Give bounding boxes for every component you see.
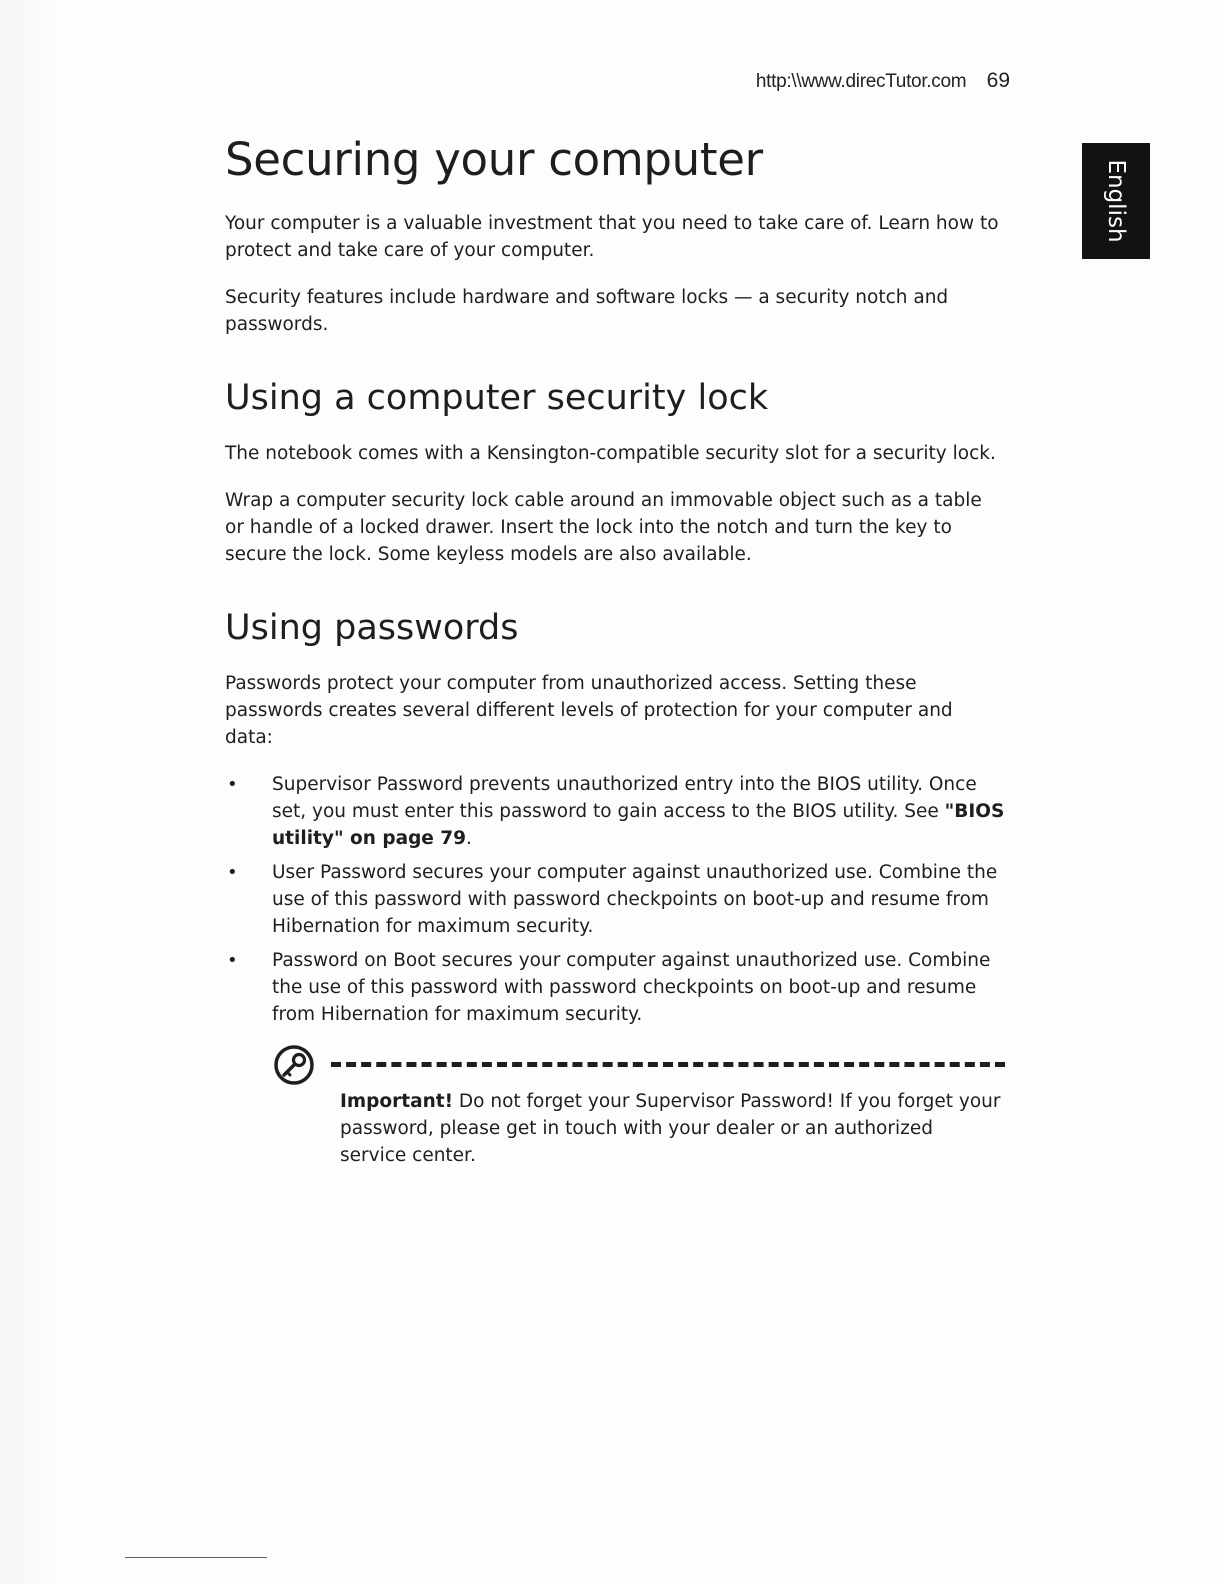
password-list xyxy=(225,771,1005,1028)
page-content xyxy=(225,132,1005,1169)
note-label: Important! xyxy=(340,1091,454,1112)
bios-utility-reference: "BIOS utility" on page 79 xyxy=(272,801,1005,849)
language-tab-label: English xyxy=(1103,159,1129,243)
list-item-text: User Password secures your computer against unauthorized use. Combine the use of this password with password checkpoints on boot-up and resume from Hibernation for maximum security. xyxy=(272,862,998,937)
key-icon xyxy=(273,1044,315,1086)
section-heading-security-lock: Using a computer security lock xyxy=(225,378,769,418)
header-url: http:\\www.direcTutor.com xyxy=(755,71,967,92)
intro-paragraph-2: Security features include hardware and software locks — a security notch and passwords. xyxy=(225,287,949,335)
page-shade xyxy=(0,0,62,1584)
lock-paragraph-2: Wrap a computer security lock cable around an immovable object such as a table or handle of a locked drawer. Insert the lock into the notch and turn the key to secure the lock. Some keyless models are also available. xyxy=(225,490,982,565)
note-divider xyxy=(331,1062,1005,1067)
list-item-password-on-boot xyxy=(225,947,1005,1028)
list-item-supervisor-password xyxy=(225,771,1005,852)
list-item-text: Supervisor Password prevents unauthorized entry into the BIOS utility. Once set, you must enter this password to gain access to the BIOS utility. See xyxy=(272,774,977,822)
page-number: 69 xyxy=(986,69,1010,92)
bullet-icon: • xyxy=(227,950,238,971)
list-item-tail: . xyxy=(466,828,472,849)
footer-rule xyxy=(125,1557,267,1558)
note-body: Do not forget your Supervisor Password! If you forget your password, please get in touch with your dealer or an authorized service center. xyxy=(340,1091,1001,1166)
list-item-user-password xyxy=(225,859,1005,940)
intro-paragraph-1: Your computer is a valuable investment that you need to take care of. Learn how to protect and take care of your computer. xyxy=(225,213,999,261)
language-tab xyxy=(1082,143,1150,259)
important-note xyxy=(225,1044,1005,1169)
lock-paragraph-1: The notebook comes with a Kensington-compatible security slot for a security lock. xyxy=(225,443,996,464)
list-item-text: Password on Boot secures your computer against unauthorized use. Combine the use of this password with password checkpoints on boot-up and resume from Hibernation for maximum security. xyxy=(272,950,991,1025)
section-heading-passwords: Using passwords xyxy=(225,608,519,648)
passwords-intro: Passwords protect your computer from unauthorized access. Setting these passwords creates several different levels of protection for your computer and data: xyxy=(225,673,953,748)
bullet-icon: • xyxy=(227,774,238,795)
page-title: Securing your computer xyxy=(225,133,763,186)
page-header xyxy=(600,68,1010,93)
bullet-icon: • xyxy=(227,862,238,883)
